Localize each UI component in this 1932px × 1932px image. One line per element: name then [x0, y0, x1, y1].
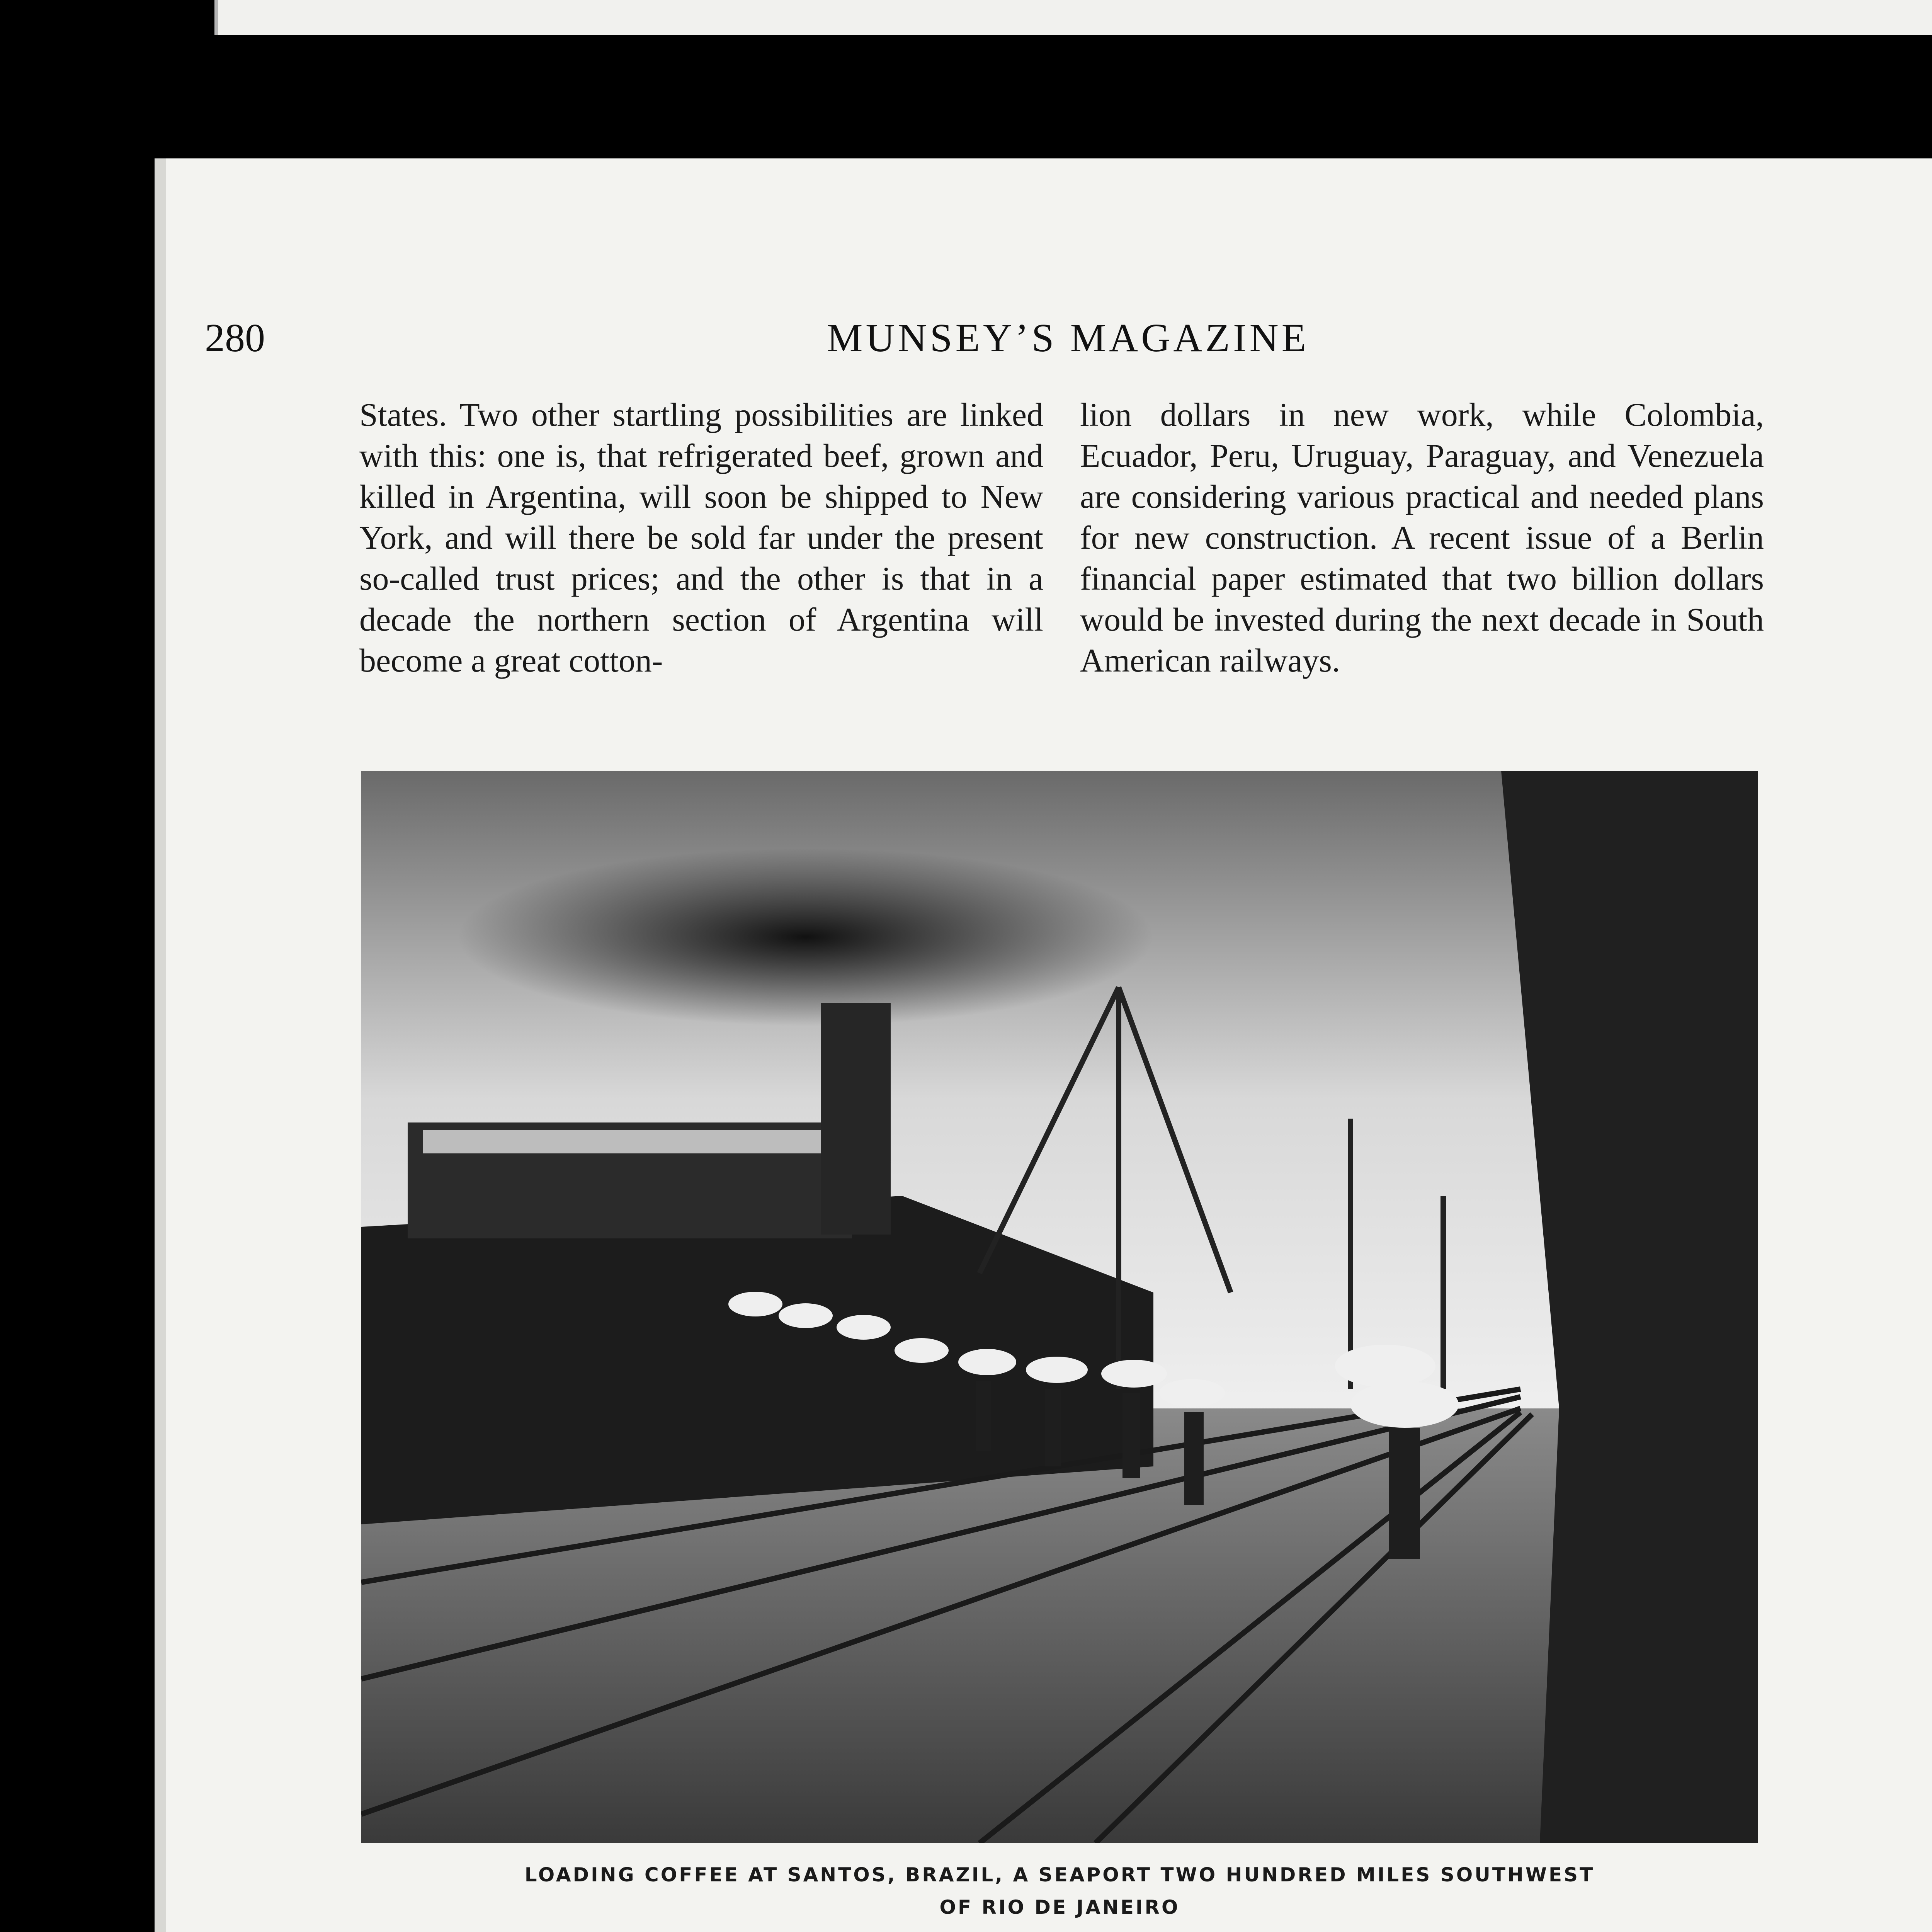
top-left-paragraph: States. Two other startling possibilities are linked with this: one is, that refrigerated beef, grown and killed in Argentina, will soon be shipped to New York, and will there be sold far under the present so-called trust prices; and the other is that in a decade the northern section of Argentina will become a great cotton-: [359, 396, 1043, 679]
caption-line-2: OF RIO DE JANEIRO: [939, 1896, 1180, 1918]
ship-funnel: [821, 1003, 891, 1235]
smoke-plume: [458, 848, 1153, 1026]
caption-line-1: LOADING COFFEE AT SANTOS, BRAZIL, A SEAPORT TWO HUNDRED MILES SOUTHWEST: [524, 1864, 1595, 1886]
running-head: MUNSEY’S MAGAZINE: [827, 316, 1310, 360]
previous-page-edge: [214, 0, 1932, 35]
page-number: 280: [205, 316, 265, 360]
ship-deck-rail: [423, 1130, 829, 1153]
top-right-paragraph: lion dollars in new work, while Colombia, Ecuador, Peru, Uruguay, Paraguay, and Venezuela are considering various practical and needed plans for new construction. A recent issue of a Berlin financial paper estimated that two billion dollars would be invested during the next decade in South American railways.: [1080, 396, 1764, 679]
top-right-column: [1080, 394, 1764, 681]
photo-caption: [361, 1859, 1758, 1923]
coffee-loading-photo: [361, 771, 1758, 1843]
top-left-column: [359, 394, 1043, 681]
photo-illustration: [361, 771, 1758, 1843]
